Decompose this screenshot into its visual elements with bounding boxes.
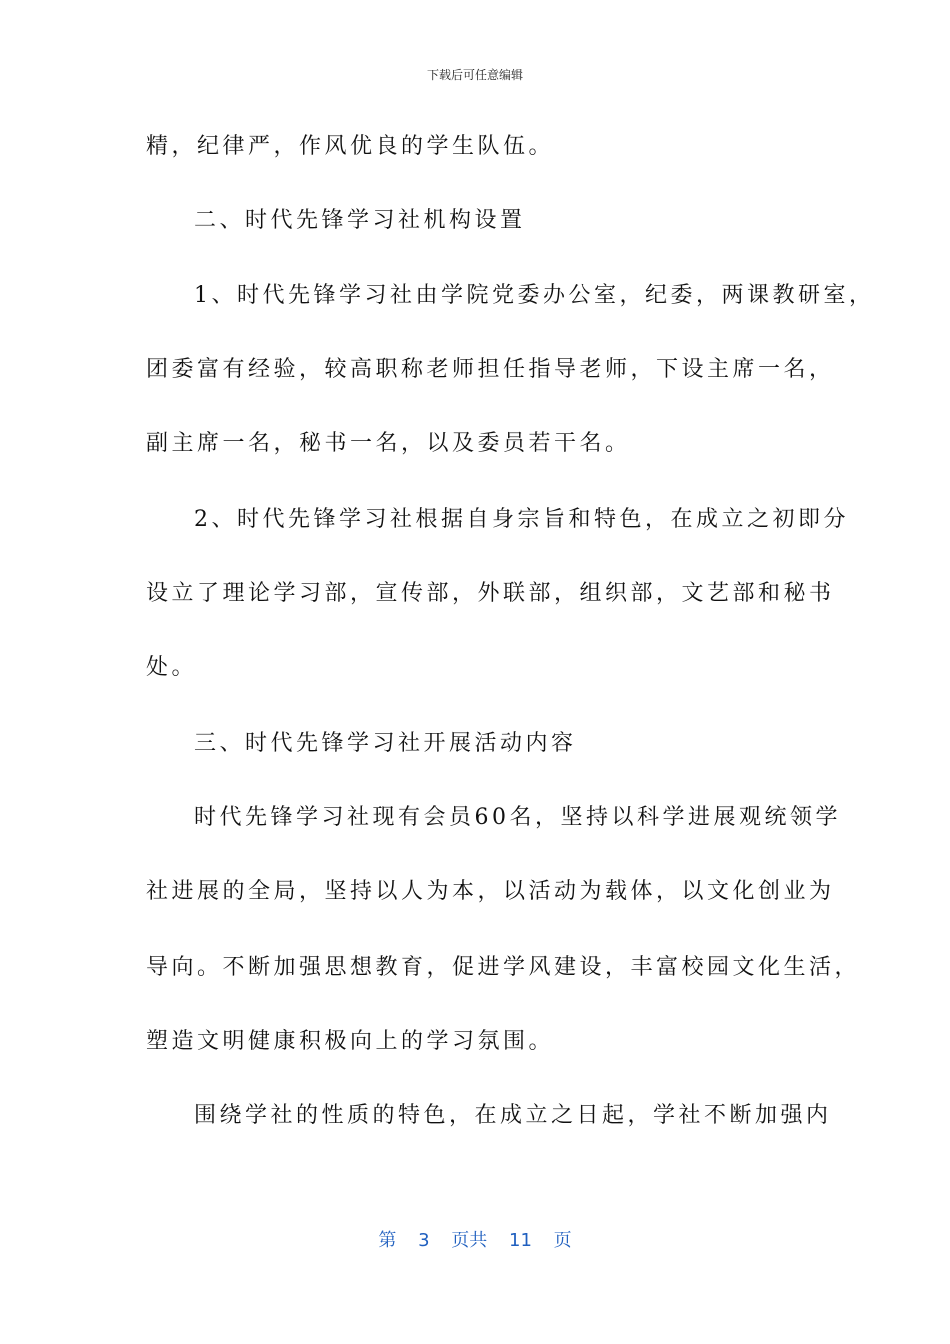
paragraph-line: 团委富有经验，较高职称老师担任指导老师，下设主席一名， xyxy=(146,357,835,382)
current-page-number: 3 xyxy=(418,1230,430,1251)
paragraph-line: 副主席一名，秘书一名，以及委员若干名。 xyxy=(146,431,631,456)
paragraph-line: 1、时代先锋学习社由学院党委办公室，纪委，两课教研室， xyxy=(194,283,875,308)
paragraph-line: 2、时代先锋学习社根据自身宗旨和特色，在成立之初即分 xyxy=(194,507,849,532)
footer-middle: 页共 xyxy=(451,1230,488,1251)
page-header: 下载后可任意编辑 xyxy=(426,68,523,82)
page-number-footer xyxy=(0,1226,950,1252)
total-page-count: 11 xyxy=(509,1230,532,1251)
section-heading: 二、时代先锋学习社机构设置 xyxy=(194,208,526,233)
paragraph-line: 社进展的全局，坚持以人为本，以活动为载体，以文化创业为 xyxy=(146,879,835,904)
paragraph-line: 时代先锋学习社现有会员60名，坚持以科学进展观统领学 xyxy=(194,805,841,830)
paragraph-line: 导向。不断加强思想教育，促进学风建设，丰富校园文化生活， xyxy=(146,955,861,980)
paragraph-line: 围绕学社的性质的特色，在成立之日起，学社不断加强内 xyxy=(194,1103,832,1128)
footer-suffix: 页 xyxy=(553,1230,572,1251)
paragraph-line: 塑造文明健康积极向上的学习氛围。 xyxy=(146,1029,555,1054)
paragraph-line: 处。 xyxy=(146,655,198,680)
paragraph-line: 精，纪律严，作风优良的学生队伍。 xyxy=(146,134,555,159)
section-heading: 三、时代先锋学习社开展活动内容 xyxy=(194,731,577,756)
footer-prefix: 第 xyxy=(378,1230,397,1251)
paragraph-line: 设立了理论学习部，宣传部，外联部，组织部，文艺部和秘书 xyxy=(146,581,835,606)
